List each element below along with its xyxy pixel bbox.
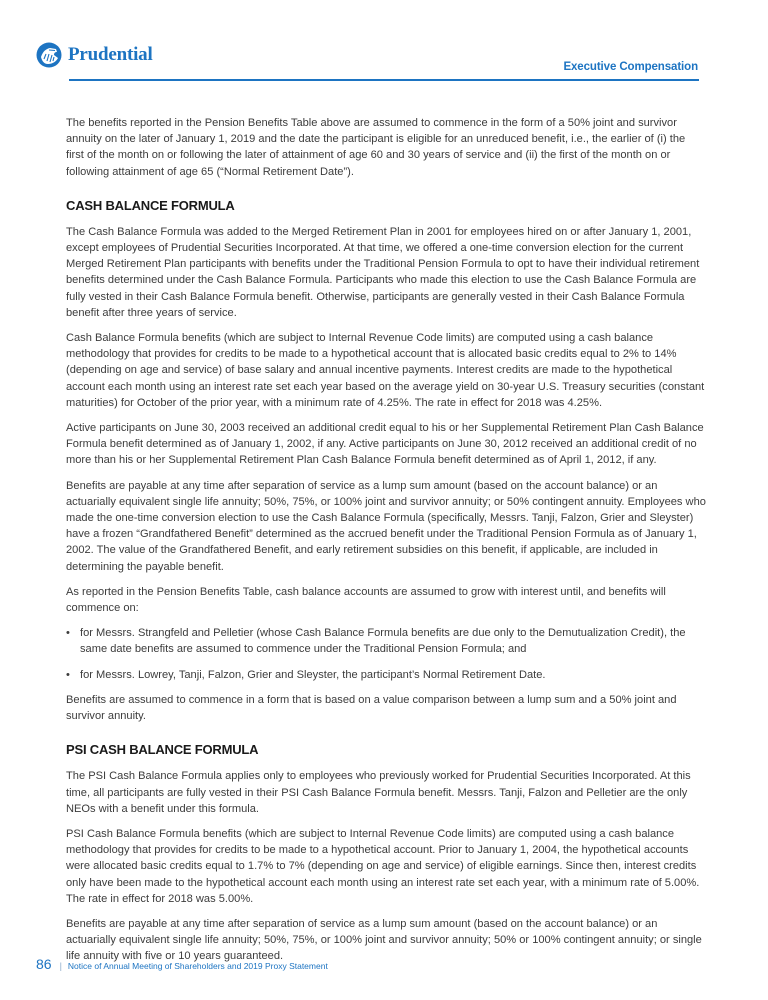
paragraph: The PSI Cash Balance Formula applies only to employees who previously worked for Prudential Securities Incorporated. At this time, all participants are fully vested in their PSI Cash Balance Formula benefit. Messrs. Tanji, Falzon and Pelletier are the only NEOs with a benefit under this formula. xyxy=(66,770,691,815)
rock-of-gibraltar-icon xyxy=(36,42,62,68)
list-item-text: for Messrs. Strangfeld and Pelletier (whose Cash Balance Formula benefits are due only to the Demutualization Credit), the same date benefits are assumed to commence under the Traditional Pension Formula; and xyxy=(80,627,686,656)
cash-balance-heading: CASH BALANCE FORMULA xyxy=(66,197,235,213)
document-body xyxy=(66,115,706,974)
paragraph: Benefits are payable at any time after separation of service as a lump sum amount (based on the account balance) or an actuarially equivalent single life annuity; 50%, 75%, or 100% joint and survivor annuity; or 50% contingent annuity. Employees who made the one-time conversion election to use the Cash Balance Formula (specifically, Messrs. Tanji, Falzon, Grier and Sleyster) have a frozen “Grandfathered Benefit” determined as the accrued benefit under the Traditional Pension Formula as of January 1, 2002. The value of the Grandfathered Benefit, and early retirement subsidies on this benefit, if applicable, are included in determining the payable benefit. xyxy=(66,479,706,573)
paragraph: The Cash Balance Formula was added to the Merged Retirement Plan in 2001 for employees hired on or after January 1, 2001, except employees of Prudential Securities Incorporated. At that time, we offered a one-time conversion election for the current Merged Retirement Plan participants with benefits under the Traditional Pension Formula to opt to have their individual retirement benefits determined under the Cash Balance Formula. Participants who made this election to use the Cash Balance Formula are fully vested in their Cash Balance Formula benefit. Otherwise, participants are generally vested in their Cash Balance Formula benefit after three years of service. xyxy=(66,225,700,319)
psi-cash-balance-heading: PSI CASH BALANCE FORMULA xyxy=(66,742,259,758)
paragraph: Benefits are assumed to commence in a form that is based on a value comparison between a lump sum and a 50% joint and survivor annuity. xyxy=(66,693,677,723)
brand-name: Prudential xyxy=(68,44,153,65)
list-item xyxy=(66,667,706,683)
page-number: 86 xyxy=(36,956,52,972)
paragraph: Cash Balance Formula benefits (which are subject to Internal Revenue Code limits) are computed using a cash balance methodology that provides for credits to be made to a hypothetical account that is allocated basic credits equal to 2% to 14% (depending on age and service) of base salary and annual incentive payments. Interest credits are made to the hypothetical account each month using an interest rate set each year based on the average yield on 30-year U.S. Treasury securities (constant maturities) for October of the prior year, with a minimum rate of 4.25%. The rate in effect for 2018 was 4.25%. xyxy=(66,332,705,409)
bullet-icon: • xyxy=(66,627,70,640)
header-divider xyxy=(69,79,699,81)
list-item xyxy=(66,625,706,657)
document-title: Notice of Annual Meeting of Shareholders and 2019 Proxy Statement xyxy=(67,961,328,971)
bullet-icon: • xyxy=(66,668,70,681)
bullet-list xyxy=(66,625,706,683)
brand-logo xyxy=(36,42,153,68)
paragraph: PSI Cash Balance Formula benefits (which are subject to Internal Revenue Code limits) are computed using a cash balance methodology that provides for credits to be made to a hypothetical account. Prior to January 1, 2004, the hypothetical accounts were allocated basic credits equal to 1.7% to 7% (depending on age and service) of eligible earnings. Since then, interest credits only have been made to the hypothetical account each month using an interest rate set each year, with a minimum rate of 5.00%. The rate in effect for 2018 was 5.00%. xyxy=(66,827,700,905)
footer-separator: | xyxy=(59,961,62,971)
intro-paragraph: The benefits reported in the Pension Benefits Table above are assumed to commence in the form of a 50% joint and survivor annuity on the later of January 1, 2019 and the date the participant is eligible for an unreduced benefit, i.e., the earlier of (i) the first of the month on or following the later of attainment of age 60 and 30 years of service and (ii) the first of the month on or following attainment of age 65 (“Normal Retirement Date”). xyxy=(66,117,686,178)
section-title: Executive Compensation xyxy=(563,61,698,73)
paragraph: As reported in the Pension Benefits Table, cash balance accounts are assumed to grow with interest until, and benefits will commence on: xyxy=(66,585,666,615)
list-item-text: for Messrs. Lowrey, Tanji, Falzon, Grier and Sleyster, the participant’s Normal Retirement Date. xyxy=(80,668,546,681)
paragraph: Active participants on June 30, 2003 received an additional credit equal to his or her Supplemental Retirement Plan Cash Balance Formula benefit determined as of January 1, 2002, if any. Active participants on June 30, 2012 received an additional credit of no more than his or her Supplemental Retirement Plan Cash Balance Formula benefit determined as of April 1, 2012, if any. xyxy=(66,422,704,467)
paragraph: Benefits are payable at any time after separation of service as a lump sum amount (based on the account balance) or an actuarially equivalent single life annuity; 50%, 75%, or 100% joint and survivor annuity; 50% or 100% contingent annuity; or single life annuity with five or 10 years guaranteed. xyxy=(66,917,702,963)
page-footer xyxy=(36,956,328,972)
